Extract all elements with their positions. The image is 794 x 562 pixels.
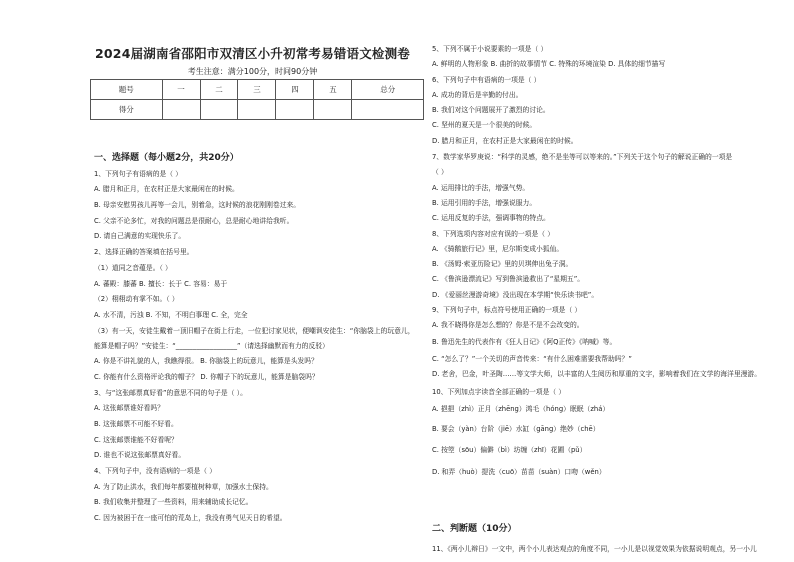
question-line: C. “怎么了？”一个关切的声音传来：“有什么困难需要我帮助吗？” xyxy=(432,355,632,363)
question-line: C. 按箜（sōu）偏僻（bì）坊缠（zhī）花圃（pǔ） xyxy=(432,446,587,454)
question-line: C. 运用反复的手法，强调事物的特点。 xyxy=(432,214,550,222)
score-cell[interactable] xyxy=(238,100,276,120)
question-line: A. 你是不讲礼貌的人，我瞧得很。 B. 你脑袋上的玩意儿，能算是头发吗？ xyxy=(94,357,318,365)
question-line: D. 老舍，巴金，叶圣陶……等文学大师，以丰富的人生阅历和厚重的文字，影响着我们在文学的海洋里漫游。 xyxy=(432,370,762,378)
section-2-title: 二、判断题（10分） xyxy=(432,524,517,534)
question-line: 能算是帽子吗？”安徒生：“__________________”（请选择幽默而有力的反驳） xyxy=(94,342,329,350)
question-line: C. 父亲不论多忙，对我的问题总是很耐心，总是耐心地讲给我听。 xyxy=(94,217,294,225)
question-line: D. 和弄（huò）提洗（cuō）苗苗（suàn）口吻（wěn） xyxy=(432,468,606,476)
score-cell[interactable] xyxy=(276,100,314,120)
score-table xyxy=(90,79,424,120)
score-header-cell: 三 xyxy=(238,80,276,100)
question-line: A. 为了防止洪水，我们每年都要植树种草，加强水土保持。 xyxy=(94,483,273,491)
score-cell[interactable] xyxy=(352,100,424,120)
question-line: 9、下列句子中，标点符号使用正确的一项是（ ） xyxy=(432,306,582,314)
score-header-cell: 五 xyxy=(314,80,352,100)
score-table-header-row xyxy=(91,80,424,100)
question-line: B. 鲁迅先生的代表作有《狂人日记》《阿Q正传》《呐喊》等。 xyxy=(432,338,617,346)
question-line: 3、与“这张邮票真好看”的意思不同的句子是（ ）。 xyxy=(94,389,247,397)
question-line: C. 这张邮票谁能不好看呢？ xyxy=(94,436,178,444)
question-line: 7、数学家华罗庚说：“科学的灵感，绝不是坐等可以等来的。”下列关于这个句子的解说正确的一项是 xyxy=(432,153,733,161)
question-line: 10、下列加点字读音全部正确的一项是（ ） xyxy=(432,388,566,396)
score-cell[interactable] xyxy=(200,100,238,120)
doc-title: 2024届湖南省邵阳市双清区小升初常考易错语文检测卷 xyxy=(95,46,410,61)
question-line: D. 《爱丽丝漫游奇境》没出现在本学期“快乐读书吧”。 xyxy=(432,291,599,299)
score-cell[interactable] xyxy=(162,100,200,120)
score-header-cell: 一 xyxy=(162,80,200,100)
question-line: （1）道同之音蕴是。（ ） xyxy=(94,264,172,272)
question-line: A. 这张邮票谁好看吗？ xyxy=(94,404,165,412)
question-line: （3）有一天，安徒生戴着一顶旧帽子在街上行走，一位犯讨家见状，便嘲讽安徒生：“你脑袋上的玩意儿， xyxy=(94,327,415,335)
question-line: A. 运用排比的手法，增强气势。 xyxy=(432,184,530,192)
question-line: C. 你能有什么资格评论我的帽子？ D. 你帽子下的玩意儿，能算是脑袋吗？ xyxy=(94,373,319,381)
question-line: B. 要会（yàn）台阶（jiē）水缸（gāng）绝妙（chē） xyxy=(432,425,600,433)
score-header-cell: 总分 xyxy=(352,80,424,100)
question-line: B. 我们收集并整理了一些资料，用来辅助成长记忆。 xyxy=(94,498,253,506)
question-line: 4、下列句子中，没有语病的一项是（ ） xyxy=(94,467,217,475)
question-line: C. 坚州的夏天是一个很美的时候。 xyxy=(432,121,537,129)
score-header-cell: 题号 xyxy=(91,80,163,100)
question-line: 6、下列句子中有语病的一项是（ ） xyxy=(432,76,541,84)
question-line: （2）栩栩动有掌不如。（ ） xyxy=(94,295,179,303)
question-line: B. 我们对这个问题展开了激烈的讨论。 xyxy=(432,106,550,114)
question-line: A. 《骑鹅旅行记》里，尼尔斯变成小狐仙。 xyxy=(432,245,564,253)
question-line: （ ） xyxy=(432,168,448,176)
question-line: A. 水不清，污浊 B. 不知，不明白事理 C. 全，完全 xyxy=(94,311,248,319)
question-line: A. 挹挹（zhì）正月（zhēng）鸿毛（hóng）眠眠（zhá） xyxy=(432,405,610,413)
score-cell[interactable] xyxy=(314,100,352,120)
question-line: 1、下列句子有语病的是（ ） xyxy=(94,170,183,178)
question-line: 5、下列不属于小说要素的一项是（ ） xyxy=(432,45,548,53)
score-table-score-row xyxy=(91,100,424,120)
question-line: B. 《汤姆·索亚历险记》里的贝琪伸出兔子洞。 xyxy=(432,260,573,268)
exam-note: 考生注意：满分100分，时间90分钟 xyxy=(187,67,318,76)
score-header-cell: 四 xyxy=(276,80,314,100)
question-line: B. 运用引用的手法，增强说服力。 xyxy=(432,199,537,207)
section-1-title: 一、选择题（每小题2分，共20分） xyxy=(94,153,239,163)
question-line: C. 因为被困于在一座可怕的荒岛上，我没有勇气见天日的希望。 xyxy=(94,514,287,522)
question-line: C. 《鲁滨逊漂流记》写到鲁滨逊救出了“星期五”。 xyxy=(432,275,585,283)
question-line: D. 腊月和正月，在农村正是大家最闲在的时候。 xyxy=(432,137,578,145)
question-line: 11、《两小儿辩日》一文中，两个小儿表达观点的角度不同，一小儿是以视觉效果为依据说明观点，另一小儿 xyxy=(432,545,757,553)
question-line: A. 鲜明的人物形象 B. 曲折的故事情节 C. 特殊的环境渲染 D. 具体的细节描写 xyxy=(432,60,666,68)
question-line: B. 母亲安慰男孩儿再等一会儿，别着急，这时候的浪花刚刚卷过来。 xyxy=(94,201,301,209)
question-line: A. 我不晓得你是怎么想的？你是不是不会改变的。 xyxy=(432,321,584,329)
question-line: A. 蕃殿：膝蕃 B. 擅长：长于 C. 容易：易于 xyxy=(94,280,228,288)
question-line: 8、下列选项内容对应有误的一项是（ ） xyxy=(432,230,555,238)
question-line: D. 请自己满意的实现快乐了。 xyxy=(94,232,186,240)
question-line: B. 这张邮票不可能不好看。 xyxy=(94,420,178,428)
score-header-cell: 二 xyxy=(200,80,238,100)
question-line: A. 成功的背后是辛勤的付出。 xyxy=(432,91,523,99)
score-row-label: 得分 xyxy=(91,100,163,120)
question-line: D. 谁也不说这张邮票真好看。 xyxy=(94,451,186,459)
question-line: A. 腊月和正月，在农村正是大家最闲在的时候。 xyxy=(94,185,239,193)
question-line: 2、选择正确的答案填在括号里。 xyxy=(94,248,194,256)
